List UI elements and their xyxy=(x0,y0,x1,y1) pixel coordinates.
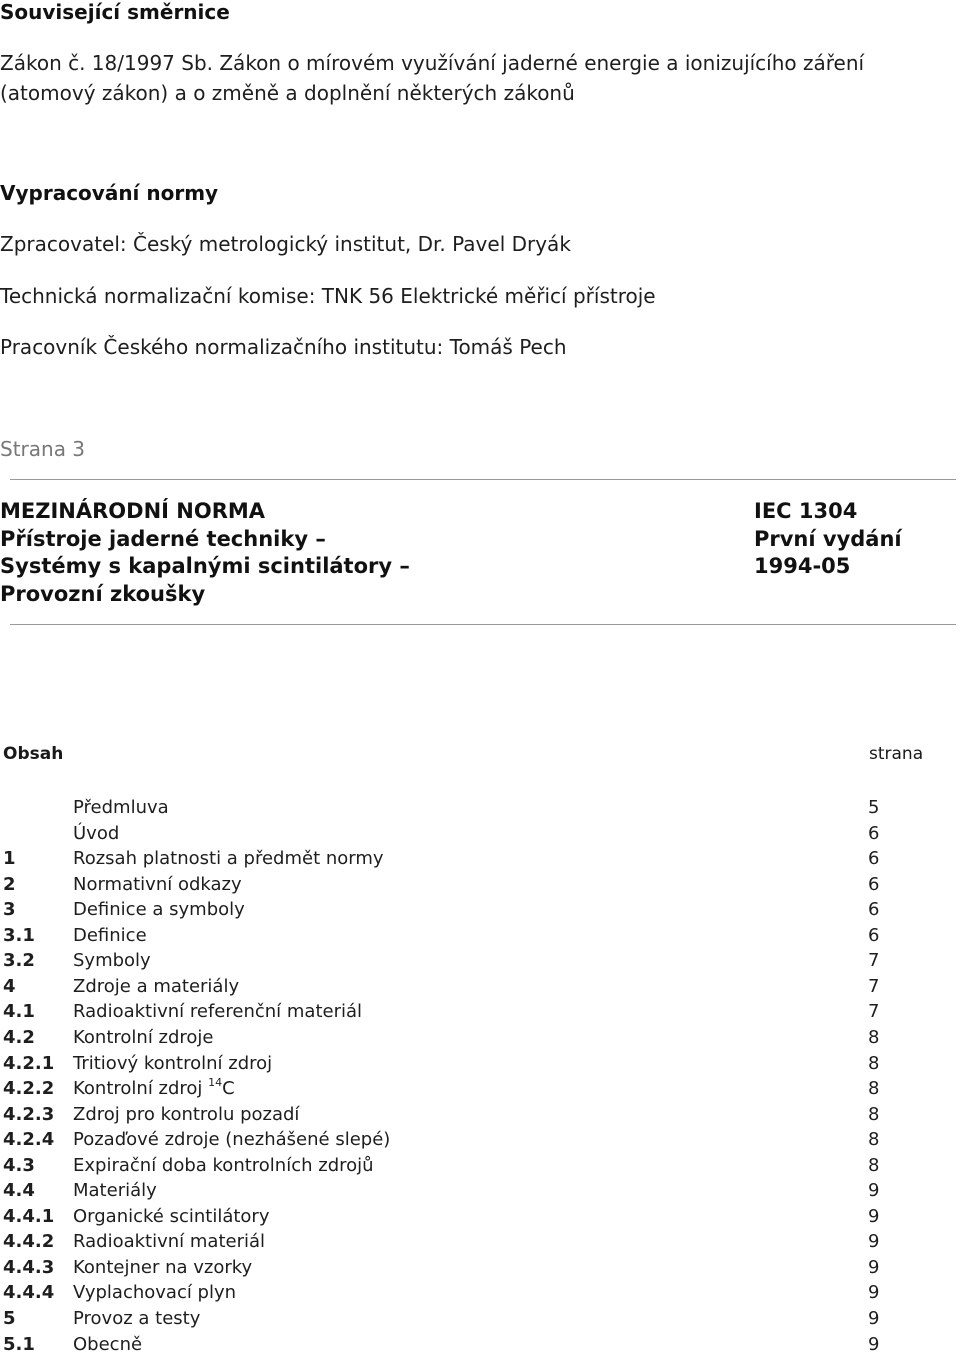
toc-entry-number: 5 xyxy=(3,1308,16,1329)
toc-entry-title-text: Normativní odkazy xyxy=(73,873,242,895)
toc-entry-page: 8 xyxy=(868,1103,880,1125)
toc-entry[interactable] xyxy=(0,1334,960,1359)
toc-title: Obsah xyxy=(3,744,64,764)
toc-entry-page: 6 xyxy=(868,873,880,895)
toc-entry-number: 4 xyxy=(3,975,16,997)
toc-entry-title xyxy=(73,976,239,997)
toc-entry[interactable] xyxy=(0,797,960,822)
toc-entry-page: 7 xyxy=(868,950,880,972)
toc-entry-title-text: Zdroje a materiály xyxy=(73,975,240,997)
toc-entry-number: 3 xyxy=(3,899,16,921)
toc-entry-title-text: Radioaktivní referenční materiál xyxy=(73,1001,363,1023)
toc-entry-number: 3.2 xyxy=(3,950,35,972)
norm-code: IEC 1304 xyxy=(754,499,858,523)
toc-entry-title-text: Definice xyxy=(73,924,147,946)
toc-entry-page: 8 xyxy=(868,1026,880,1048)
toc-entry-number: 4.2.1 xyxy=(3,1052,55,1074)
toc-entry[interactable] xyxy=(0,950,960,975)
toc-entry[interactable] xyxy=(0,1027,960,1052)
toc-entry[interactable] xyxy=(0,1308,960,1333)
toc-entry-title xyxy=(73,1308,200,1329)
toc-entry-title xyxy=(73,1155,374,1176)
norm-edition: První vydání xyxy=(754,526,902,551)
toc-entry-title-text: Symboly xyxy=(73,950,151,972)
toc-entry-title-text: Radioaktivní materiál xyxy=(73,1231,266,1253)
toc-entry-title-suffix: C xyxy=(222,1078,235,1100)
toc-entry-number: 4.4.1 xyxy=(3,1205,55,1227)
toc-entry-title xyxy=(73,1180,157,1201)
toc-entry-number: 4.2.2 xyxy=(3,1078,55,1100)
toc-entry-title-text: Provoz a testy xyxy=(73,1308,201,1329)
toc-entry-title xyxy=(73,950,151,971)
toc-entry-number: 4.1 xyxy=(3,1001,35,1023)
toc-entry-title xyxy=(73,1053,272,1074)
toc-entry[interactable] xyxy=(0,1078,960,1103)
toc-entry-title xyxy=(73,1334,142,1355)
toc-entry-number: 4.4.2 xyxy=(3,1231,55,1253)
norm-title-block xyxy=(0,498,410,608)
toc-entry-number: 4.4.4 xyxy=(3,1282,55,1304)
toc-entry-title xyxy=(73,1282,236,1303)
toc-entry[interactable] xyxy=(0,899,960,924)
toc-entry-page: 5 xyxy=(868,797,880,818)
page-label: Strana 3 xyxy=(0,437,86,461)
toc-entry[interactable] xyxy=(0,1180,960,1205)
toc-entry-title xyxy=(73,1231,265,1252)
toc-entry-page: 7 xyxy=(868,975,880,997)
toc-entry-page: 6 xyxy=(868,822,880,844)
toc-entry[interactable] xyxy=(0,823,960,848)
toc-entry-title xyxy=(73,874,242,895)
toc-entry-title-text: Kontrolní zdroje xyxy=(73,1026,214,1048)
norm-meta-block xyxy=(754,498,902,581)
norm-title-line-3: Provozní zkoušky xyxy=(0,581,206,606)
toc-entry[interactable] xyxy=(0,1053,960,1078)
prepared-committee: Technická normalizační komise: TNK 56 Elektrické měřicí přístroje xyxy=(0,284,656,308)
toc-entry-title-text: Předmluva xyxy=(73,797,169,818)
related-heading: Související směrnice xyxy=(0,0,230,24)
toc-entry-number: 4.2.4 xyxy=(3,1129,55,1151)
toc-entry[interactable] xyxy=(0,976,960,1001)
toc-entry-page: 7 xyxy=(868,1001,880,1023)
toc-entry-title-text: Rozsah platnosti a předmět normy xyxy=(73,848,384,870)
toc-entry-title-text: Tritiový kontrolní zdroj xyxy=(73,1052,273,1074)
toc-entry-title-text: Definice a symboly xyxy=(73,899,245,921)
toc-entry-page: 9 xyxy=(868,1308,880,1329)
toc-entry-page: 9 xyxy=(868,1180,880,1202)
toc-entry[interactable] xyxy=(0,1206,960,1231)
toc-entry-title-text: Kontrolní zdroj xyxy=(73,1078,209,1100)
toc-entry-number: 4.2 xyxy=(3,1026,35,1048)
toc-entry-title-text: Materiály xyxy=(73,1180,157,1202)
toc-entry-page: 8 xyxy=(868,1154,880,1176)
toc-entry-number: 4.3 xyxy=(3,1154,35,1176)
toc-entry-title-text: Expirační doba kontrolních zdrojů xyxy=(73,1154,374,1176)
toc-entry-number: 5.1 xyxy=(3,1333,35,1355)
toc-entry-title xyxy=(73,899,245,920)
toc-entry-page: 9 xyxy=(868,1231,880,1253)
toc-entry[interactable] xyxy=(0,1231,960,1256)
toc-page-header: strana xyxy=(869,744,924,764)
toc-entry-page: 9 xyxy=(868,1282,880,1304)
norm-title-line-1: Přístroje jaderné techniky – xyxy=(0,526,326,551)
toc-entry-title-text: Pozaďové zdroje (nezhášené slepé) xyxy=(73,1129,391,1151)
norm-date: 1994-05 xyxy=(754,554,851,578)
toc-entry-title xyxy=(73,925,147,946)
related-text: Zákon č. 18/1997 Sb. Zákon o mírovém využívání jaderné energie a ionizujícího záření (atomový zákon) a o změně a doplnění některých zákonů xyxy=(0,51,865,105)
toc-entry-number: 3.1 xyxy=(3,924,35,946)
toc-entry-title xyxy=(73,1001,362,1022)
toc-entry[interactable] xyxy=(0,1129,960,1154)
toc-entry[interactable] xyxy=(0,874,960,899)
toc-entry-page: 8 xyxy=(868,1052,880,1074)
prepared-heading: Vypracování normy xyxy=(0,181,219,205)
toc-entry-page: 8 xyxy=(868,1078,880,1100)
toc-entry-page: 9 xyxy=(868,1205,880,1227)
norm-top-rule xyxy=(10,479,956,480)
toc-entry-title xyxy=(73,1027,214,1048)
toc-entry[interactable] xyxy=(0,1155,960,1180)
toc-entry-title-text: Vyplachovací plyn xyxy=(73,1282,237,1304)
toc-entry-title xyxy=(73,1257,252,1278)
toc-entry-page: 6 xyxy=(868,924,880,946)
norm-bottom-rule xyxy=(10,624,956,625)
toc-entry-title xyxy=(73,1129,390,1150)
prepared-processor: Zpracovatel: Český metrologický institut, Dr. Pavel Dryák xyxy=(0,232,571,256)
toc-entry[interactable] xyxy=(0,1001,960,1026)
toc-entry-page: 9 xyxy=(868,1333,880,1355)
toc-entry-page: 6 xyxy=(868,899,880,921)
toc-entry[interactable] xyxy=(0,1282,960,1307)
toc-entry-page: 6 xyxy=(868,848,880,870)
toc-entry-title xyxy=(73,1206,270,1227)
toc-entry[interactable] xyxy=(0,925,960,950)
toc-entry-title-text: Úvod xyxy=(73,822,120,844)
toc-entry-title xyxy=(73,1078,235,1099)
toc-entry-title xyxy=(73,848,384,869)
toc-entry-superscript: 14 xyxy=(208,1076,223,1090)
toc-entry-page: 8 xyxy=(868,1129,880,1151)
toc-entry-title-text: Obecně xyxy=(73,1333,143,1355)
toc-entry-title xyxy=(73,797,169,818)
toc-entry-number: 4.4.3 xyxy=(3,1256,55,1278)
toc-entry-title xyxy=(73,823,119,844)
prepared-worker: Pracovník Českého normalizačního institutu: Tomáš Pech xyxy=(0,335,567,359)
toc-entry-title-text: Zdroj pro kontrolu pozadí xyxy=(73,1103,300,1125)
toc-entry-number: 4.4 xyxy=(3,1180,35,1202)
norm-label: MEZINÁRODNÍ NORMA xyxy=(0,499,266,523)
toc-entry[interactable] xyxy=(0,848,960,873)
toc-entry-title xyxy=(73,1104,299,1125)
toc-entry[interactable] xyxy=(0,1257,960,1282)
toc-entry-title-text: Organické scintilátory xyxy=(73,1205,270,1227)
toc-entry[interactable] xyxy=(0,1104,960,1129)
toc-entry-number: 1 xyxy=(3,848,16,870)
toc-entry-page: 9 xyxy=(868,1256,880,1278)
norm-title-line-2: Systémy s kapalnými scintilátory – xyxy=(0,554,410,578)
toc-entry-number: 4.2.3 xyxy=(3,1103,55,1125)
toc-entry-number: 2 xyxy=(3,873,16,895)
toc-entry-title-text: Kontejner na vzorky xyxy=(73,1256,253,1278)
